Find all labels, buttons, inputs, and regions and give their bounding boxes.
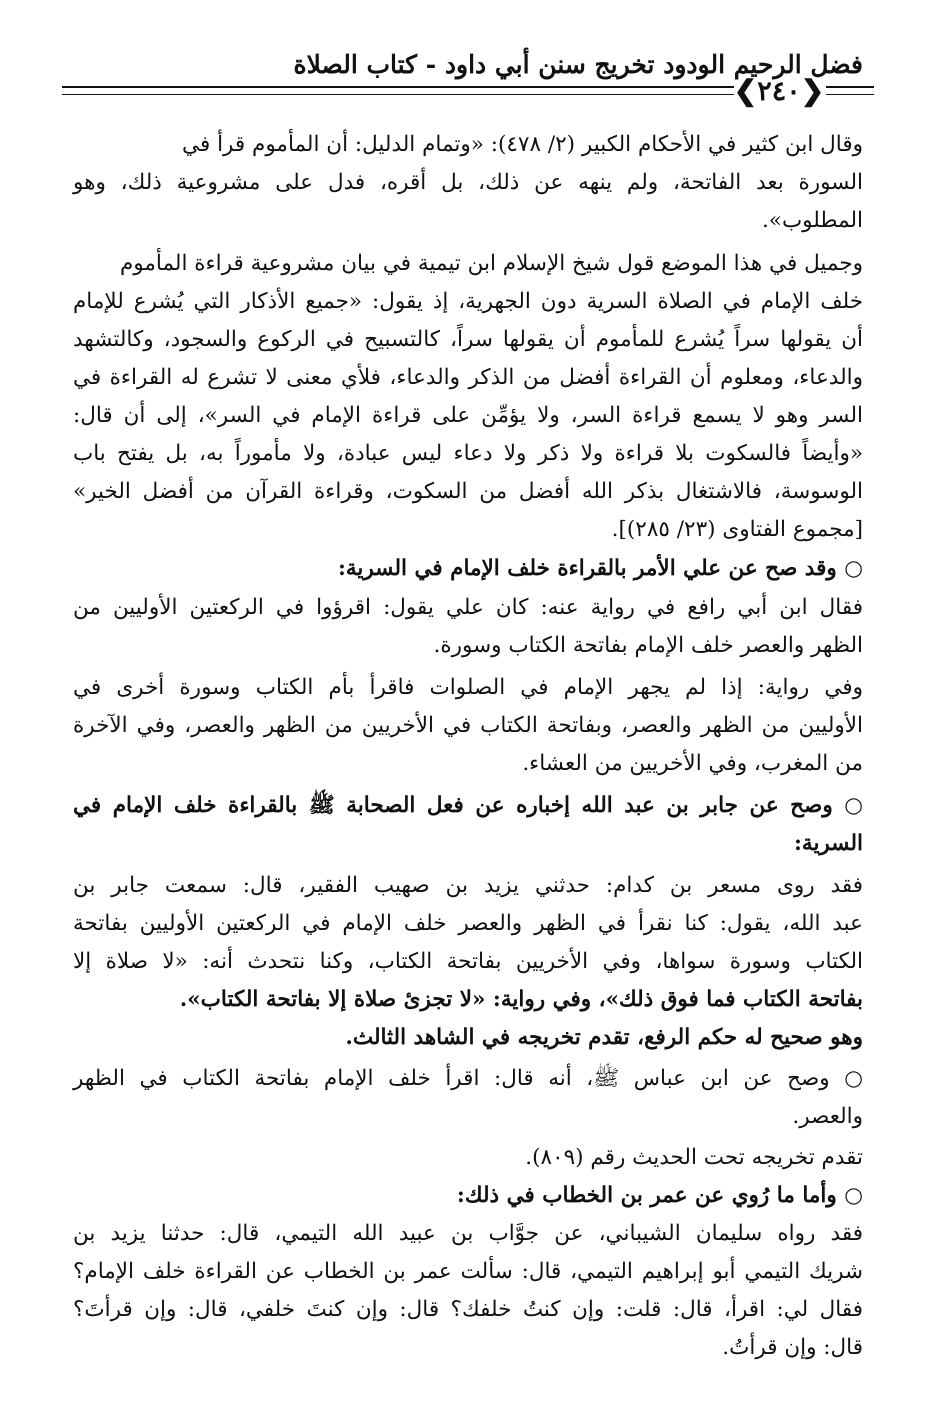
text-line: فقال لي: اقرأ، قال: قلت: وإن كنتُ خلفك؟ قال: وإن كنتَ خلفي، قال: وإن قرأتَ؟ (73, 1297, 863, 1322)
text-line: فقد رواه سليمان الشيباني، عن جوَّاب بن عبيد الله التيمي، قال: حدثنا يزيد بن (73, 1221, 863, 1246)
text-line: والعصر. (792, 1104, 863, 1129)
citation-line: [مجموع الفتاوى (٢٣/ ٢٨٥)]. (611, 517, 863, 542)
text-line: «وأيضاً فالسكوت بلا قراءة ولا ذكر ولا دعاء ليس عبادة، ولا مأموراً به، بل يفتح باب (73, 441, 863, 466)
text-line: الأوليين من الظهر والعصر، وبفاتحة الكتاب في الأخريين من الظهر والعصر، وفي الآخرة (73, 713, 863, 738)
page-number-value: ٢٤٠ (757, 75, 801, 107)
page-number (734, 73, 824, 109)
text-line: تقدم تخريجه تحت الحديث رقم (٨٠٩). (525, 1145, 863, 1170)
text-line: عبد الله، يقول: كنا نقرأ في الظهر والعصر خلف الإمام في الركعتين الأوليين بفاتحة (73, 911, 863, 936)
text-line: خلف الإمام في الصلاة السرية دون الجهرية، إذ يقول: «جميع الأذكار التي يُشرع للإمام (73, 289, 863, 314)
text-line: السورة بعد الفاتحة، ولم ينهه عن ذلك، بل أقره، فدل على مشروعية ذلك، وهو (73, 170, 863, 195)
text-line: السر وهو لا يسمع قراءة السر، ولا يؤمِّن على قراءة الإمام في السر»، إلى أن قال: (73, 403, 863, 428)
text-line: وفي رواية: إذا لم يجهر الإمام في الصلوات فاقرأ بأم الكتاب وسورة أخرى في (73, 675, 863, 700)
text-line: المطلوب». (761, 208, 863, 233)
running-title: فضل الرحيم الودود تخريج سنن أبي داود - كتاب الصلاة (293, 50, 863, 79)
text-line: فقال ابن أبي رافع في رواية عنه: كان علي يقول: اقرؤوا في الركعتين الأوليين من (73, 595, 863, 620)
text-line: قال: وإن قرأتُ. (722, 1335, 863, 1360)
text-line: وجميل في هذا الموضع قول شيخ الإسلام ابن تيمية في بيان مشروعية قراءة المأموم (119, 251, 863, 276)
text-line: والدعاء، ومعلوم أن القراءة أفضل من الذكر والدعاء، فلأي معنى لا تشرع له القراءة في (73, 365, 863, 390)
text-line: أن يقولها سراً يُشرع للمأموم أن يقولها سراً، كالتسبيح في الركوع والسجود، وكالتشهد (73, 327, 863, 352)
section-heading: ○ وقد صح عن علي الأمر بالقراءة خلف الإمام في السرية: (337, 556, 863, 581)
section-heading: ○ وصح عن ابن عباس ﷺ، أنه قال: اقرأ خلف الإمام بفاتحة الكتاب في الظهر (73, 1066, 863, 1091)
text-line: شريك التيمي أبو إبراهيم التيمي، قال: سألت عمر بن الخطاب عن القراءة خلف الإمام؟ (73, 1259, 863, 1284)
text-line: الظهر والعصر خلف الإمام بفاتحة الكتاب وسورة. (433, 633, 863, 658)
text-line: من المغرب، وفي الأخريين من العشاء. (522, 751, 863, 776)
header-rule-bottom (62, 94, 734, 95)
header-rule-right-top (826, 86, 874, 88)
section-heading: ○ وأما ما رُوي عن عمر بن الخطاب في ذلك: (456, 1183, 863, 1208)
text-line: الوسوسة، فالاشتغال بذكر الله أفضل من السكوت، وقراءة القرآن من أفضل الخير» (73, 479, 863, 504)
bracket-right-icon: ❯ (733, 74, 758, 107)
text-line: بفاتحة الكتاب فما فوق ذلك»، وفي رواية: «لا تجزئ صلاة إلا بفاتحة الكتاب». (179, 987, 863, 1012)
header-rule-right-bottom (826, 94, 874, 95)
bracket-left-icon: ❮ (800, 74, 825, 107)
text-line: وقال ابن كثير في الأحكام الكبير (٢/ ٤٧٨): «وتمام الدليل: أن المأموم قرأ في (182, 132, 863, 157)
header-rule-top (62, 86, 734, 88)
text-line: وهو صحيح له حكم الرفع، تقدم تخريجه في الشاهد الثالث. (345, 1025, 863, 1050)
text-line: فقد روى مسعر بن كدام: حدثني يزيد بن صهيب الفقير، قال: سمعت جابر بن (73, 873, 863, 898)
text-line: الكتاب وسورة سواها، وفي الأخريين بفاتحة الكتاب، وكنا نتحدث أنه: «لا صلاة إلا (73, 949, 863, 974)
section-heading: ○ وصح عن جابر بن عبد الله إخباره عن فعل الصحابة ﷺ بالقراءة خلف الإمام في (73, 793, 863, 818)
section-heading: السرية: (793, 831, 863, 856)
